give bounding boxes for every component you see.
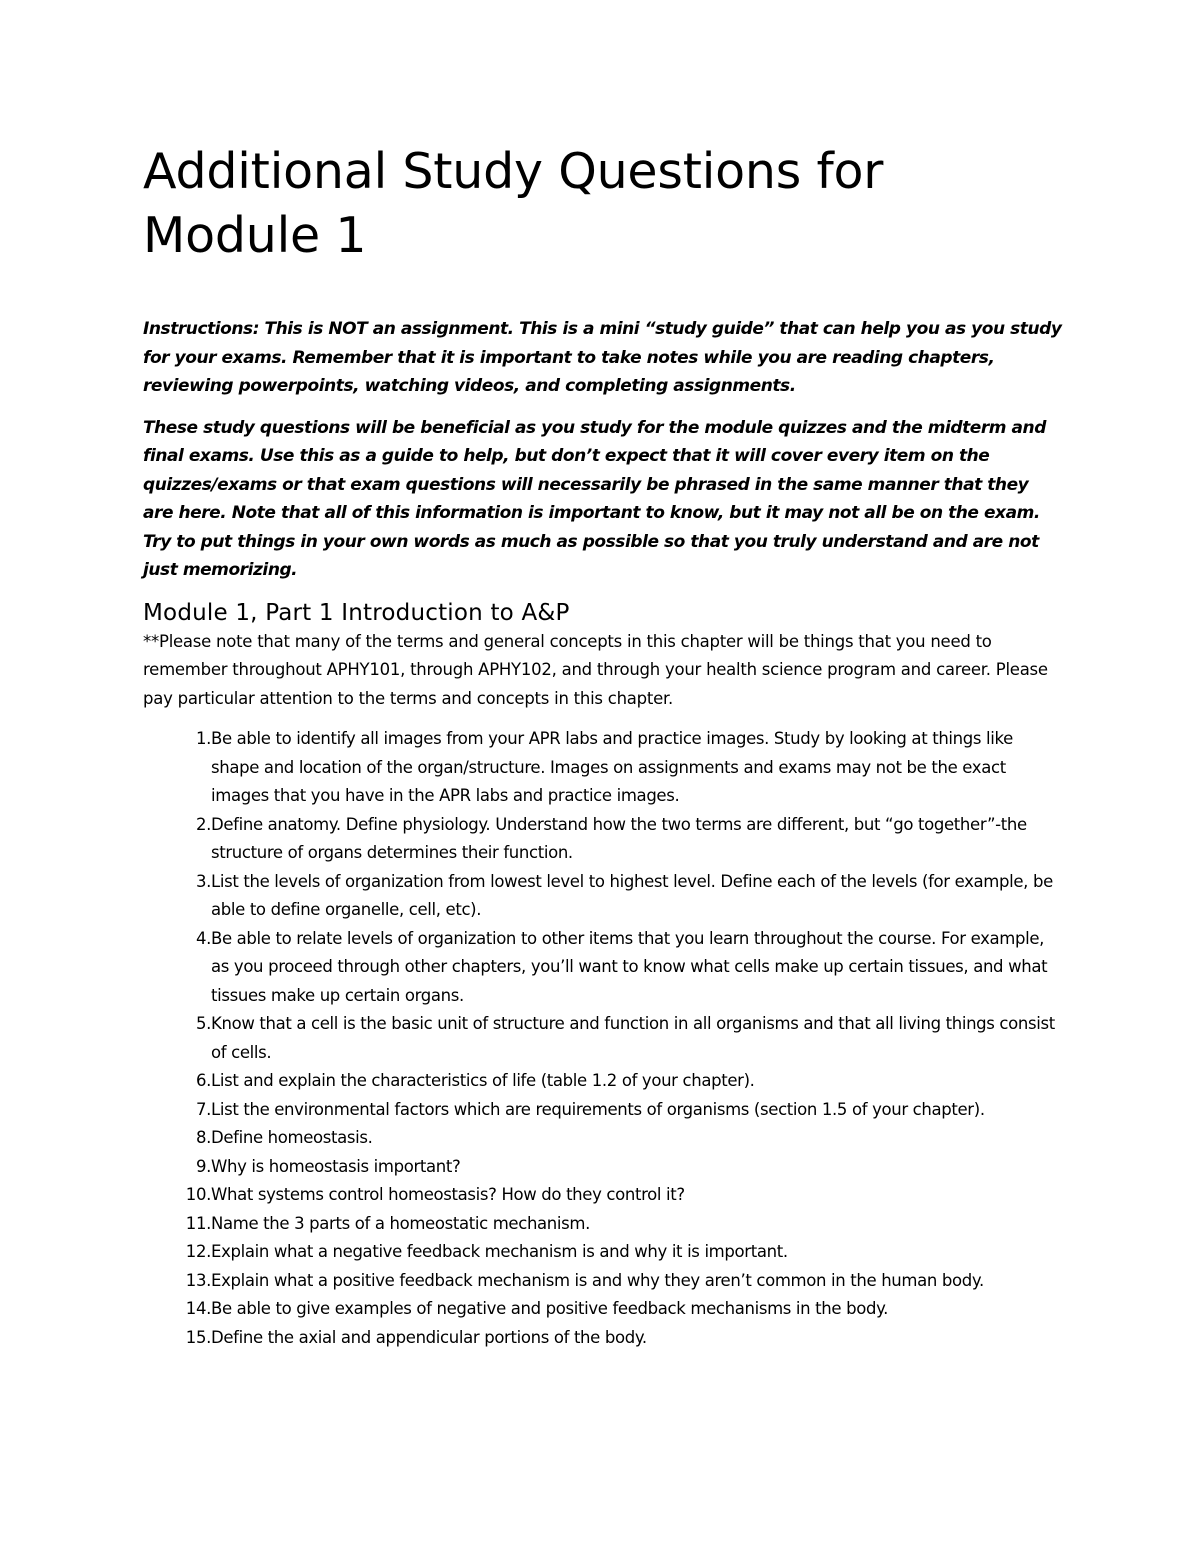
- list-item: [143, 925, 1063, 1011]
- list-item: [143, 1181, 1063, 1210]
- question-text: Be able to relate levels of organization to other items that you learn throughout the course. For example, as you proceed through other chapters, you’ll want to know what cells make up certain tissues, and what tissues make up certain organs.: [211, 928, 1048, 1005]
- list-number: 12.: [185, 1242, 211, 1261]
- list-number: 1.: [195, 729, 211, 748]
- question-text: Name the 3 parts of a homeostatic mechanism.: [211, 1213, 591, 1233]
- page-title: Additional Study Questions for Module 1: [143, 143, 884, 264]
- list-number: 11.: [185, 1213, 211, 1233]
- question-text: List the levels of organization from lowest level to highest level. Define each of the levels (for example, be able to define organelle, cell, etc).: [211, 871, 1053, 919]
- list-number: 6.: [195, 1071, 211, 1090]
- list-item: [143, 868, 1063, 925]
- question-text: Be able to identify all images from your APR labs and practice images. Study by looking at things like shape and location of the organ/structure. Images on assignments and exams may not be the exact images that you have in the APR labs and practice images.: [211, 729, 1013, 805]
- list-item: [143, 1010, 1063, 1067]
- list-number: 13.: [185, 1270, 211, 1290]
- list-number: 7.: [195, 1099, 211, 1119]
- instructions-paragraph: These study questions will be beneficial as you study for the module quizzes and the midterm and final exams. Use this as a guide to help, but don’t expect that it will cover every item on the quizzes/exams or that exam questions will necessarily be phrased in the same manner that they are here. Note that all of this information is important to know, but it may not all be on the exam. Try to put things in your own words as much as possible so that you truly understand and are not just memorizing.: [143, 417, 1046, 580]
- list-number: 15.: [185, 1327, 211, 1347]
- question-text: Be able to give examples of negative and positive feedback mechanisms in the body.: [211, 1299, 889, 1318]
- list-number: 3.: [195, 871, 211, 891]
- question-text: Explain what a negative feedback mechanism is and why it is important.: [211, 1242, 788, 1261]
- question-text: List the environmental factors which are requirements of organisms (section 1.5 of your chapter).: [211, 1099, 985, 1119]
- list-item: [143, 1295, 1063, 1324]
- list-item: [143, 1238, 1063, 1267]
- list-item: [143, 1067, 1063, 1096]
- question-text: Define the axial and appendicular portions of the body.: [211, 1327, 647, 1347]
- list-number: 9.: [195, 1156, 211, 1176]
- question-text: List and explain the characteristics of life (table 1.2 of your chapter).: [211, 1071, 755, 1090]
- question-text: Define homeostasis.: [211, 1128, 373, 1147]
- question-text: What systems control homeostasis? How do they control it?: [211, 1185, 685, 1204]
- list-number: 5.: [195, 1014, 211, 1033]
- question-text: Why is homeostasis important?: [211, 1156, 461, 1176]
- question-text: Explain what a positive feedback mechanism is and why they aren’t common in the human body.: [211, 1270, 984, 1290]
- question-text: Know that a cell is the basic unit of structure and function in all organisms and that all living things consist of cells.: [211, 1014, 1055, 1062]
- list-item: [143, 725, 1063, 811]
- list-number: 4.: [195, 928, 211, 948]
- list-number: 10.: [185, 1185, 211, 1204]
- instructions-paragraph: Instructions: This is NOT an assignment. This is a mini “study guide” that can help you as you study for your exams. Remember that it is important to take notes while you are reading chapters, reviewing powerpoints, watching videos, and completing assignments.: [143, 319, 1062, 396]
- list-item: [143, 1210, 1063, 1239]
- list-number: 2.: [195, 814, 211, 834]
- question-list: [143, 725, 1063, 1352]
- list-number: 8.: [195, 1128, 211, 1147]
- list-item: [143, 1153, 1063, 1182]
- list-item: [143, 1324, 1063, 1353]
- list-item: [143, 1124, 1063, 1153]
- instructions-block: [143, 315, 1063, 585]
- document-page: [143, 140, 1063, 1352]
- section-heading: Module 1, Part 1 Introduction to A&P: [143, 599, 570, 626]
- list-item: [143, 1267, 1063, 1296]
- question-text: Define anatomy. Define physiology. Understand how the two terms are different, but “go together”-the structure of organs determines their function.: [211, 814, 1027, 862]
- list-item: [143, 1096, 1063, 1125]
- list-item: [143, 811, 1063, 868]
- section-note: **Please note that many of the terms and general concepts in this chapter will be things that you need to remember throughout APHY101, through APHY102, and through your health science program and career. Please pay particular attention to the terms and concepts in this chapter.: [143, 631, 1048, 708]
- list-number: 14.: [185, 1299, 211, 1318]
